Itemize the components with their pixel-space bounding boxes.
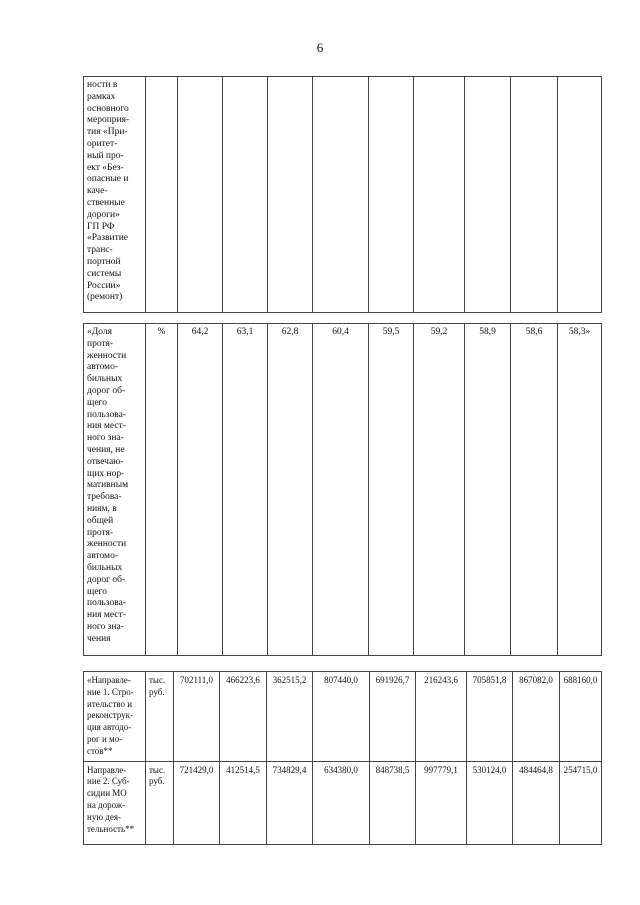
value-cell: 466223,6 xyxy=(220,672,267,762)
direction-name-cell: «Направле- ние 1. Стро- ительство и реконструк- ция автодо- рог и мо- стов** xyxy=(84,672,146,762)
value-cell: 848738,5 xyxy=(370,761,416,844)
value-cell: 484464,8 xyxy=(513,761,560,844)
value-cell: 867082,0 xyxy=(513,672,560,762)
funding-table xyxy=(83,671,602,845)
value-cell: 997779,1 xyxy=(416,761,467,844)
direction-name-cell: Направле- ние 2. Суб- сидии МО на дорож- ную дея- тельность** xyxy=(84,761,146,844)
value-cell: 254715,0 xyxy=(560,761,602,844)
value-cell: 59,2 xyxy=(414,324,465,656)
indicator-table-share xyxy=(83,323,602,656)
value-cell: 721429,0 xyxy=(174,761,220,844)
table-row xyxy=(84,761,602,844)
value-cell: 705851,8 xyxy=(467,672,513,762)
value-cell: 64,2 xyxy=(178,324,223,656)
unit-cell: тыс. руб. xyxy=(146,761,174,844)
unit-cell: тыс. руб. xyxy=(146,672,174,762)
value-cell: 688160,0 xyxy=(560,672,602,762)
value-cell: 63,1 xyxy=(223,324,268,656)
value-cell xyxy=(511,77,558,313)
value-cell: 634380,0 xyxy=(313,761,370,844)
value-cell xyxy=(268,77,313,313)
value-cell: 691926,7 xyxy=(370,672,416,762)
value-cell: 60,4 xyxy=(313,324,369,656)
value-cell xyxy=(178,77,223,313)
value-cell xyxy=(223,77,268,313)
value-cell: 62,8 xyxy=(268,324,313,656)
value-cell: 58,9 xyxy=(465,324,511,656)
indicator-name-cell: «Доля протя- женности автомо- бильных дорог об- щего пользова- ния мест- ного зна- чения, не отвечаю- щих нор- мативным требова- ниям, в общей протя- женности автомо- бильных дорог об- щего пользова- ния мест- ного зна- чения xyxy=(84,324,146,656)
value-cell: 58,6 xyxy=(511,324,558,656)
indicator-table-continuation xyxy=(83,76,602,313)
value-cell: 58,3» xyxy=(558,324,602,656)
value-cell: 59,5 xyxy=(369,324,414,656)
unit-cell: % xyxy=(146,324,178,656)
value-cell: 216243,6 xyxy=(416,672,467,762)
value-cell xyxy=(414,77,465,313)
value-cell: 702111,0 xyxy=(174,672,220,762)
page-number: 6 xyxy=(316,40,324,55)
unit-cell xyxy=(146,77,178,313)
indicator-name-cell: ности в рамках основного мероприя- тия «При- оритет- ный про- ект «Без- опасные и каче- ственные дороги» ГП РФ «Развитие транс- портной системы России» (ремонт) xyxy=(84,77,146,313)
value-cell: 530124,0 xyxy=(467,761,513,844)
value-cell xyxy=(465,77,511,313)
value-cell: 362515,2 xyxy=(267,672,313,762)
table-row xyxy=(84,672,602,762)
value-cell xyxy=(313,77,369,313)
value-cell: 734829,4 xyxy=(267,761,313,844)
value-cell xyxy=(369,77,414,313)
value-cell: 807440,0 xyxy=(313,672,370,762)
value-cell xyxy=(558,77,602,313)
value-cell: 412514,5 xyxy=(220,761,267,844)
